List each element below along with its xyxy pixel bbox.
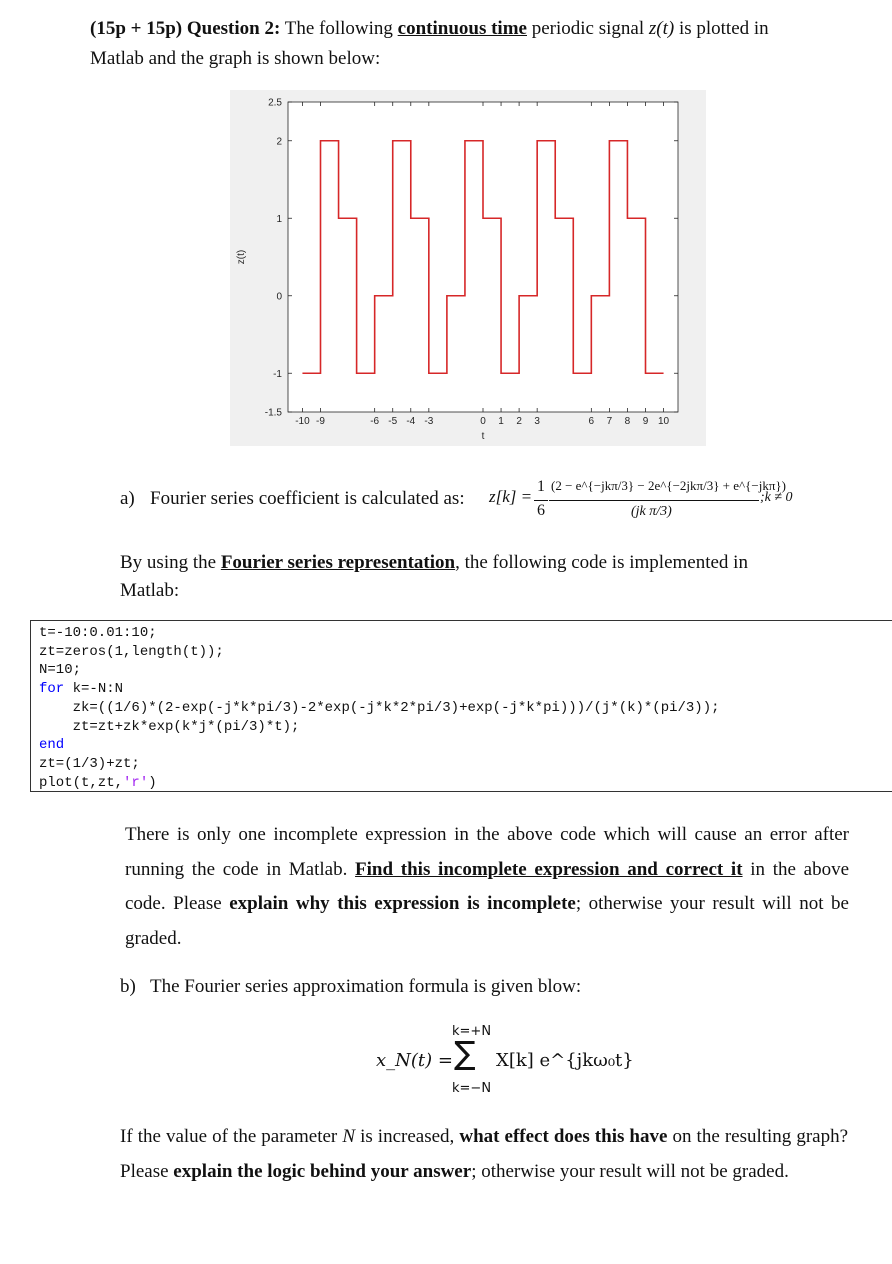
x-tick-label: 9 (642, 416, 649, 427)
matlab-code-block (30, 620, 892, 792)
x-tick-label: -5 (388, 416, 398, 427)
final-text-3: on the resulting graph? Please (120, 1126, 849, 1182)
x-axis-label: t (481, 431, 485, 442)
final-bold-1: what effect does this have (459, 1126, 668, 1147)
x-tick-label: 1 (498, 416, 504, 427)
param-n: N (342, 1126, 356, 1147)
fs-rep-text-b: , the following code is implemented in (455, 552, 748, 573)
fs-rep-text-a: By using the (120, 552, 217, 573)
signal-name: z(t) (648, 18, 675, 39)
y-tick-label: 2.5 (268, 97, 282, 109)
part-a-text: Fourier series coefficient is calculated as: (150, 488, 465, 509)
code-line-6: zt=zt+zk*exp(k*j*(pi/3)*t); (39, 718, 300, 735)
incomplete-text-5: ; otherwise your result will not be graded. (125, 893, 849, 949)
x-tick-label: 6 (588, 416, 595, 427)
code-line-9b: ) (148, 774, 157, 791)
coef-denominator: 6 (537, 502, 545, 519)
y-tick-label: 2 (276, 136, 282, 148)
xn-lhs: x_N(t) = (376, 1050, 453, 1071)
zk-lhs: z[k] = (489, 487, 533, 506)
code-line-4: k=-N:N (64, 681, 124, 698)
plot-svg (230, 90, 706, 446)
final-text-2: is increased, (360, 1126, 455, 1147)
incomplete-paragraph (125, 818, 849, 956)
fs-rep-paragraph (120, 548, 850, 578)
intro-text-c: is plotted in (678, 18, 769, 39)
y-tick-label: -1.5 (264, 407, 282, 419)
code-keyword-end: end (39, 737, 65, 754)
code-line-2: zt=zeros(1,length(t)); (39, 643, 224, 660)
approximation-formula (370, 1020, 634, 1100)
y-axis-label: z(t) (236, 249, 247, 265)
fs-rep-underlined: Fourier series representation (220, 552, 456, 573)
code-string-r: 'r' (123, 774, 149, 791)
x-tick-label: -4 (406, 416, 416, 427)
y-tick-label: -1 (273, 368, 282, 380)
intro-text-a: The following (284, 18, 393, 39)
incomplete-text-3: in the above code. Please (125, 858, 850, 914)
series-fraction-line (549, 500, 759, 501)
code-line-9a: plot(t,zt, (39, 774, 124, 791)
incomplete-underlined: Find this incomplete expression and correct it (355, 858, 743, 880)
question-line2: Matlab and the graph is shown below: (90, 48, 381, 69)
incomplete-text-1: There is only one incomplete expression in the above code which will cause an error after running the code in Matlab. (125, 824, 849, 880)
part-b-text: The Fourier series approximation formula is given blow: (150, 976, 582, 997)
final-text-4: ; otherwise your result will not be graded. (471, 1160, 789, 1182)
question-points: (15p + 15p) Question 2: (90, 18, 281, 39)
final-paragraph (120, 1120, 848, 1189)
x-tick-label: -9 (316, 416, 325, 427)
final-bold-2: explain the logic behind your answer (173, 1160, 472, 1182)
code-line-8: zt=(1/3)+zt; (39, 755, 140, 772)
x-tick-label: -6 (370, 416, 380, 427)
x-tick-label: 2 (516, 416, 522, 427)
x-tick-label: 3 (534, 416, 540, 427)
x-tick-label: 10 (657, 416, 670, 427)
part-a-label: a) (120, 488, 135, 509)
code-line-1: t=-10:0.01:10; (39, 625, 157, 641)
coefficient-equation (485, 470, 815, 530)
coef-numerator: 1 (537, 478, 545, 495)
x-tick-label: -3 (424, 416, 434, 427)
y-tick-label: 1 (276, 213, 282, 225)
continuous-time-text: continuous time (397, 18, 527, 39)
fs-rep-line2: Matlab: (120, 580, 180, 601)
k-condition: ;k ≠ 0 (760, 490, 793, 505)
incomplete-bold: explain why this expression is incomplete (229, 893, 576, 914)
series-numerator: (2 − e^{−jkπ/3} − 2e^{−2jkπ/3} + e^{−jkπ}) (551, 478, 786, 493)
code-line-3: N=10; (39, 662, 82, 679)
x-tick-label: 8 (624, 416, 631, 427)
code-keyword-for: for (39, 681, 65, 698)
sum-upper-limit: k=+N (452, 1024, 492, 1039)
sum-lower-limit: k=−N (452, 1081, 492, 1096)
coef-fraction-line (534, 500, 548, 501)
xn-rhs: X[k] e^{jkω₀t} (496, 1050, 634, 1071)
final-text-1: If the value of the parameter (120, 1126, 338, 1147)
part-b-label: b) (120, 976, 136, 997)
x-tick-label: 0 (480, 416, 486, 427)
series-denominator: (jk π/3) (631, 504, 672, 519)
code-line-5: zk=((1/6)*(2-exp(-j*k*pi/3)-2*exp(-j*k*2*pi/3)+exp(-j*k*pi)))/(j*(k)*(pi/3)); (39, 699, 720, 716)
signal-plot (230, 90, 706, 446)
intro-text-b: periodic signal (531, 18, 645, 39)
x-tick-label: 7 (606, 416, 613, 427)
question-header (90, 14, 850, 44)
x-tick-label: -10 (295, 416, 310, 427)
y-tick-label: 0 (276, 291, 282, 303)
sum-symbol: ∑ (454, 1034, 476, 1072)
